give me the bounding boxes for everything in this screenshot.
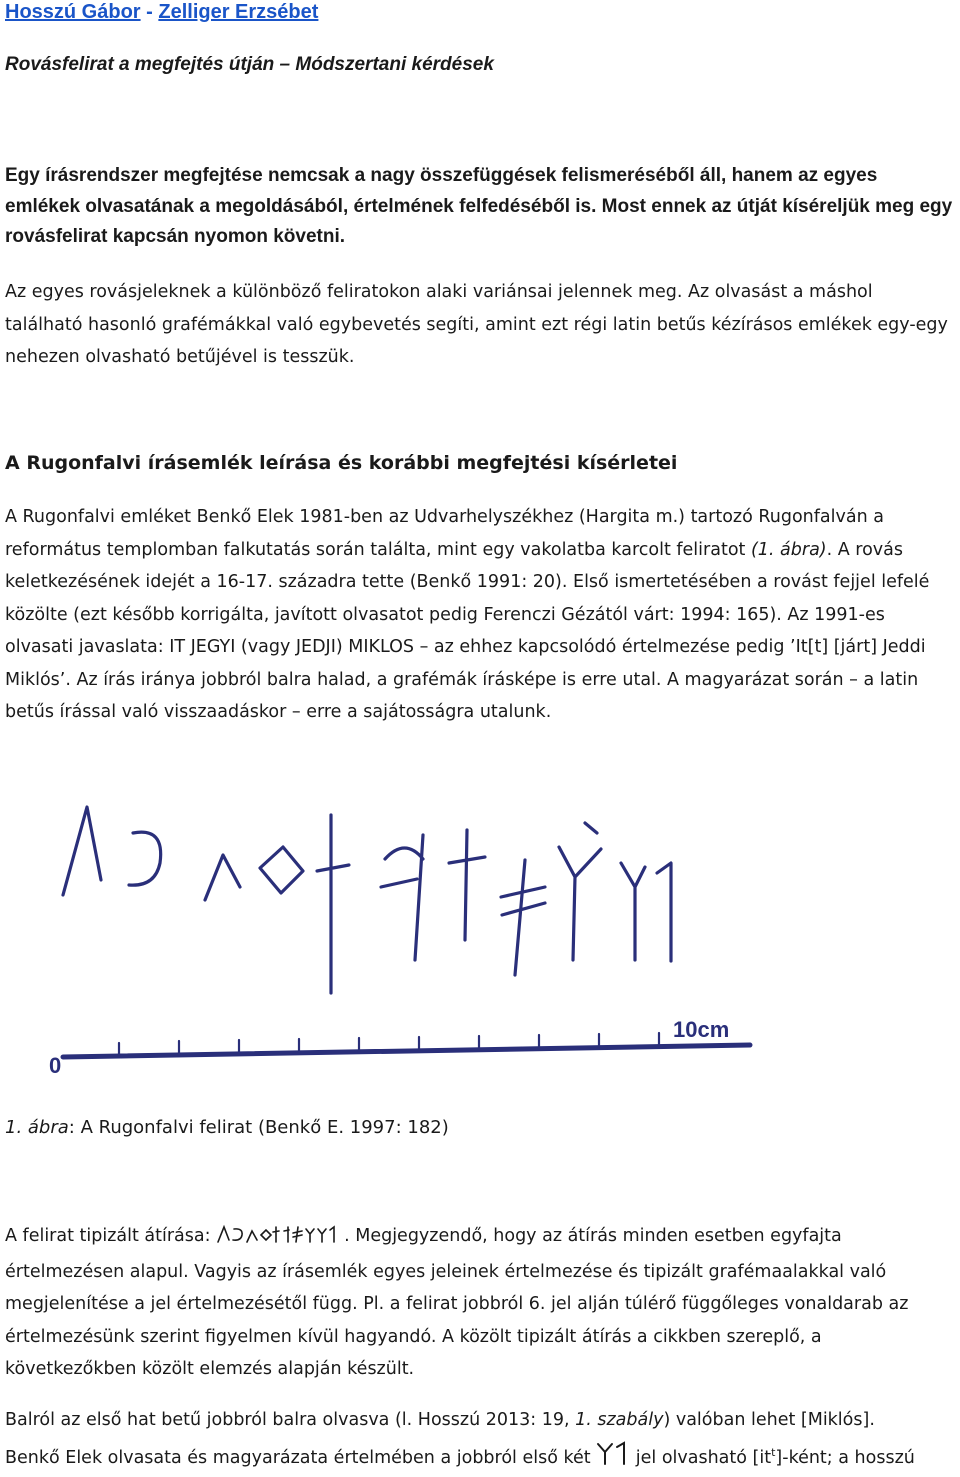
scale-bar: [63, 1045, 750, 1057]
scale-end-label: 10cm: [673, 1017, 730, 1042]
closing-text-2: ) valóban lehet [Miklós].: [663, 1410, 875, 1430]
author-link-hosszu[interactable]: Hosszú Gábor: [5, 1, 141, 23]
inscription-sketch: [45, 775, 945, 1080]
rune-5: [317, 815, 349, 993]
rune-1: [63, 807, 101, 895]
caption-label: 1. ábra: [5, 1117, 69, 1138]
rune-3: [205, 855, 240, 900]
typified-transcription-paragraph: [5, 1220, 955, 1386]
rune-2: [129, 832, 161, 885]
variants-paragraph: Az egyes rovásjeleknek a különböző feliratokon alaki variánsai jelennek meg. Az olvasást a máshol található hasonló grafémákkal való egybevetés segíti, amint ezt régi latin betűs kézírásos emlékek egy-egy nehezen olvasható betűjével is tesszük.: [5, 282, 948, 367]
description-text-2: . A rovás keletkezésének idejét a 16-17. századra tette (Benkő 1991: 20). Első ismertetésében a rovást fejjel lefelé közölte (ezt később korrigálta, javított olvasatot pedig Ferenczi Gézától várt: 1994: 165). Az 1991-es olvasati javaslata: IT JEGYI (vagy JEDJI) MIKLOS – az ehhez kapcsolódó értelmezése pedig ’It[t] [járt] Jeddi Miklós’. Az írás iránya jobbról balra halad, a grafémák írásképe is erre utal. A magyarázat során – a latin betűs írással való visszaadáskor – erre a sajátosságra utalunk.: [5, 539, 930, 722]
typified-text-2: . Megjegyzendő, hogy az átírás minden esetben egyfajta értelmezésen alapul. Vagyis az írásemlék egyes jeleinek értelmezése és tipizált grafémaalakkal való megjelenítése a jel értelmezésétől függ. Pl. a felirat jobbról 6. jel alján túlérő függőleges vonaldarab az értelmezésünk szerint figyelmen kívül hagyandó. A közölt tipizált átírás a cikkben szereplő, a következőkben közölt elemzés alapján készült.: [5, 1226, 909, 1379]
rugonfalvi-inscription-figure: [45, 775, 945, 1080]
description-text-1: A Rugonfalvi emléket Benkő Elek 1981-ben az Udvarhelyszékhez (Hargita m.) tartozó Rugonfalván a református templomban falkutatás során találta, mint egy vakolatba karcolt feliratot: [5, 507, 884, 560]
author-link-zelliger[interactable]: Zelliger Erzsébet: [158, 1, 319, 23]
figure-caption: [5, 1115, 449, 1141]
rune-6: [381, 835, 423, 960]
figure-reference: (1. ábra): [750, 539, 827, 560]
rune-9: [559, 823, 601, 960]
intro-paragraph: Egy írásrendszer megfejtése nemcsak a nagy összefüggések felismeréséből áll, hanem az egyes emlékek olvasatának a megoldásából, értelmének felfedéséből is. Most ennek az útját kíséreljük meg egy rovásfelirat kapcsán nyomon követni.: [5, 165, 953, 247]
typified-text-1: A felirat tipizált átírása:: [5, 1226, 217, 1246]
rune-11: [657, 863, 671, 961]
closing-text-5: ]-ként; a hosszú: [775, 1447, 915, 1468]
rule-reference: 1. szabály: [575, 1410, 664, 1430]
rune-7: [449, 830, 485, 940]
rune-8: [501, 860, 545, 975]
closing-text-3: Benkő Elek olvasata és magyarázata értelmében a jobbról első két: [5, 1447, 597, 1468]
rune-10: [621, 863, 645, 960]
closing-paragraph: [5, 1404, 955, 1477]
typified-rune-glyphs: [216, 1223, 344, 1256]
scale-start-label: 0: [49, 1053, 62, 1078]
two-runes-glyph: [596, 1441, 630, 1477]
article-title: Rovásfelirat a megfejtés útján – Módszertani kérdések: [5, 54, 494, 75]
closing-text-1: Balról az első hat betű jobbról balra olvasva (l. Hosszú 2013: 19,: [5, 1410, 576, 1430]
section-heading: A Rugonfalvi írásemlék leírása és korábbi megfejtési kísérletei: [5, 452, 678, 474]
closing-text-4: jel olvasható [it: [630, 1447, 772, 1468]
caption-text: : A Rugonfalvi felirat (Benkő E. 1997: 182): [68, 1117, 449, 1138]
rune-4: [260, 847, 303, 893]
author-separator: -: [140, 1, 159, 23]
superscript-t: t: [771, 1445, 776, 1459]
description-paragraph: [5, 501, 955, 729]
authors-line: [5, 0, 318, 24]
